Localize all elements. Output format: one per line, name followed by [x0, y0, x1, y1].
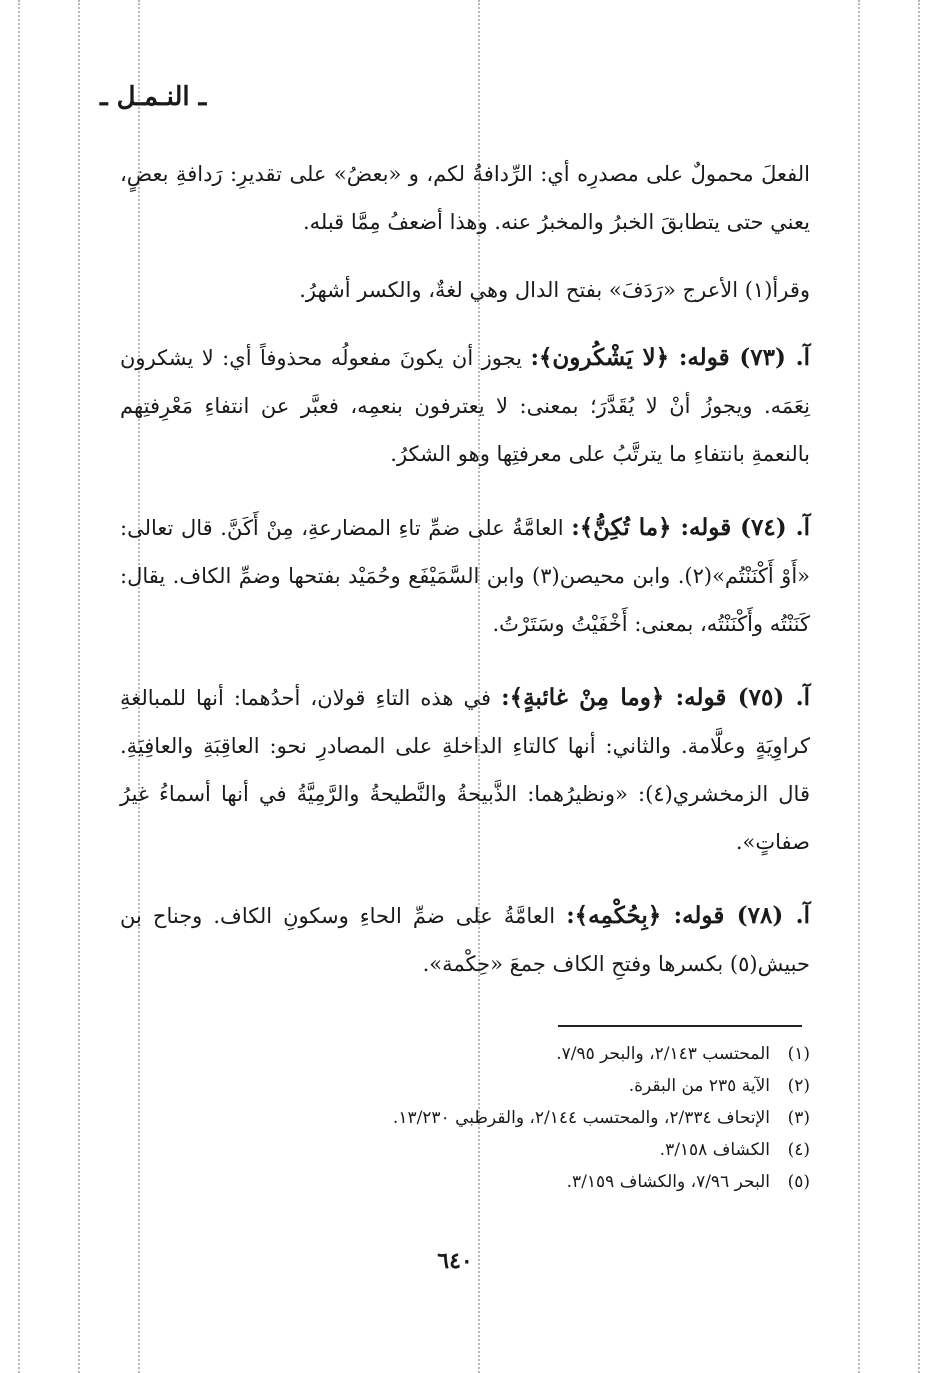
- footnote: [250, 1038, 810, 1070]
- footnote: [250, 1134, 810, 1166]
- page-number: ٦٤٠: [437, 1248, 473, 1274]
- commentary-text: في هذه التاءِ قولان، أحدُهما: أنها للمبالغةِ كراوِيَةٍ وعلَّامة. والثاني: أنها كالتاءِ الداخلةِ على المصادرِ نحو: العاقِبَةِ والعافِيَةِ. قال الزمخشري(٤): «ونظيرُهما: الذَّبيحةُ والنَّطيحةُ والرَّمِيَّةُ في أنها أسماءُ غيرُ صفاتٍ».: [120, 686, 810, 854]
- footnote-number: (٥): [787, 1172, 810, 1192]
- footnote-number: (٣): [787, 1108, 810, 1128]
- footnote-number: (٢): [787, 1076, 810, 1096]
- verse-commentary: [120, 892, 810, 988]
- verse-commentary: [120, 334, 810, 478]
- running-header: ـ النـمـل ـ: [100, 82, 207, 112]
- paragraph: الفعلَ محمولٌ على مصدرِه أي: الرِّدافةُ لكم، و «بعضُ» على تقديرِ: رَدافةِ بعضٍ، يعني حتى يتطابقَ الخبرُ والمخبرُ عنه. وهذا أضعفُ مِمَّا قبله.: [120, 162, 810, 234]
- commentary-text: العامَّةُ على ضمِّ تاءِ المضارعةِ، مِنْ أَكَنَّ. قال تعالى: «أَوْ أَكْنَنْتُم»(٢). وابن محيصن(٣) وابن السَّمَيْفَع وحُمَيْد بفتحها وضمِّ الكاف. يقال: كَنَنْتُه وأَكْنَنْتُه، بمعنى: أَخْفَيْتُ وسَتَرْتُ.: [120, 516, 810, 636]
- verse-heading: آ. (٧٤) قوله: ﴿ما تُكِنُّ﴾:: [571, 514, 810, 541]
- commentary-text: يجوز أن يكونَ مفعولُه محذوفاً أي: لا يشكرون نِعَمَه. ويجوزُ أنْ لا يُقَدَّرَ؛ بمعنى: لا يعترفون بنعمِه، فعبَّر عن انتفاءِ مَعْرِفتِهم بالنعمةِ بانتفاءِ ما يترتَّبُ على معرفتِها وهو الشكرُ.: [120, 346, 810, 466]
- footnote-text: الكشاف ٣/١٥٨.: [659, 1140, 770, 1160]
- footnote: [250, 1070, 810, 1102]
- footnote-text: المحتسب ٢/١٤٣، والبحر ٧/٩٥.: [556, 1044, 770, 1064]
- footnote-number: (١): [787, 1044, 810, 1064]
- commentary-text: العامَّةُ على ضمِّ الحاءِ وسكونِ الكاف. وجناح بن حبيش(٥) بكسرها وفتحِ الكاف جمعَ «حِكْمة».: [120, 904, 810, 976]
- scan-guide-line: [18, 0, 20, 1373]
- footnote-number: (٤): [787, 1140, 810, 1160]
- footnotes: [250, 1038, 810, 1198]
- scan-guide-line: [858, 0, 860, 1373]
- verse-heading: آ. (٧٣) قوله: ﴿لا يَشْكُرون﴾:: [530, 344, 811, 371]
- footnote: [250, 1102, 810, 1134]
- footnote-text: الإتحاف ٢/٣٣٤، والمحتسب ٢/١٤٤، والقرطبي ١٣/٢٣٠.: [392, 1108, 770, 1128]
- main-text: [120, 150, 810, 1014]
- verse-heading: آ. (٧٨) قوله: ﴿بِحُكْمِه﴾:: [566, 902, 810, 929]
- scan-guide-line: [918, 0, 920, 1373]
- verse-commentary: [120, 504, 810, 648]
- footnote-text: البحر ٧/٩٦، والكشاف ٣/١٥٩.: [566, 1172, 770, 1192]
- footnote-separator: [558, 1025, 802, 1027]
- scan-guide-line: [78, 0, 80, 1373]
- paragraph: وقرأ(١) الأعرج «رَدَفَ» بفتح الدال وهي لغةٌ، والكسر أشهرُ.: [299, 278, 810, 302]
- verse-commentary: [120, 674, 810, 866]
- footnote-text: الآية ٢٣٥ من البقرة.: [628, 1076, 770, 1096]
- verse-heading: آ. (٧٥) قوله: ﴿وما مِنْ غائبةٍ﴾:: [501, 684, 810, 711]
- footnote: [250, 1166, 810, 1198]
